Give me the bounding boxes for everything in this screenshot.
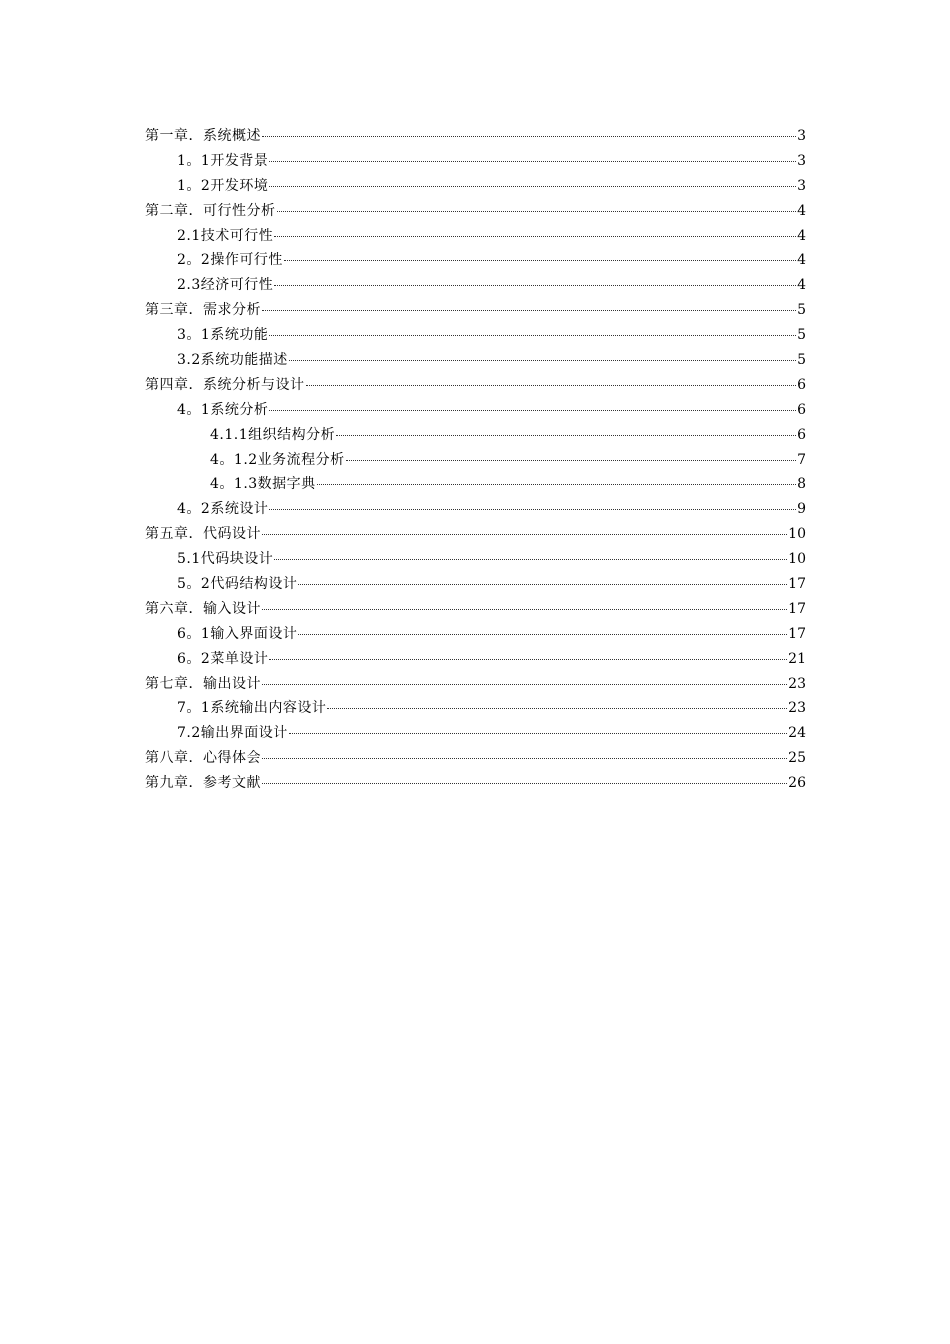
- toc-entry-page: 5: [797, 327, 806, 344]
- toc-entry-page: 9: [797, 501, 806, 518]
- toc-entry-title: 4。1.2业务流程分析: [210, 451, 345, 468]
- toc-entry-page: 17: [788, 600, 806, 617]
- toc-entry-title: 第九章．参考文献: [145, 775, 261, 792]
- toc-entry-title: 4。2系统设计: [177, 501, 269, 518]
- toc-entry[interactable]: [145, 448, 806, 473]
- toc-dot-leader: [262, 310, 796, 311]
- toc-entry-page: 3: [797, 177, 806, 194]
- toc-dot-leader: [269, 161, 796, 162]
- toc-entry-page: 25: [788, 750, 806, 767]
- toc-entry[interactable]: [145, 423, 806, 448]
- toc-dot-leader: [269, 186, 796, 187]
- toc-entry-page: 6: [797, 426, 806, 443]
- toc-entry-page: 7: [797, 451, 806, 468]
- toc-entry[interactable]: [145, 696, 806, 721]
- toc-dot-leader: [274, 236, 796, 237]
- toc-entry-title: 第六章．输入设计: [145, 600, 261, 617]
- toc-entry-page: 4: [797, 202, 806, 219]
- toc-entry[interactable]: [145, 572, 806, 597]
- toc-entry-title: 3。1系统功能: [177, 327, 269, 344]
- toc-entry-title: 2。2操作可行性: [177, 252, 283, 269]
- toc-dot-leader: [269, 509, 796, 510]
- toc-entry-title: 5.1代码块设计: [177, 551, 274, 568]
- toc-entry-title: 7。1系统输出内容设计: [177, 700, 327, 717]
- toc-dot-leader: [336, 435, 796, 436]
- toc-dot-leader: [262, 534, 787, 535]
- toc-dot-leader: [262, 684, 787, 685]
- toc-entry[interactable]: [145, 124, 806, 149]
- toc-dot-leader: [262, 783, 787, 784]
- toc-entry[interactable]: [145, 771, 806, 796]
- toc-entry[interactable]: [145, 298, 806, 323]
- toc-entry-page: 6: [797, 401, 806, 418]
- toc-dot-leader: [298, 634, 787, 635]
- toc-entry[interactable]: [145, 746, 806, 771]
- toc-entry-title: 2.3经济可行性: [177, 277, 274, 294]
- toc-entry[interactable]: [145, 547, 806, 572]
- toc-entry-page: 17: [788, 625, 806, 642]
- toc-entry-title: 3.2系统功能描述: [177, 352, 288, 369]
- toc-entry-page: 5: [797, 352, 806, 369]
- table-of-contents: [145, 124, 806, 796]
- toc-entry-title: 1。1开发背景: [177, 152, 269, 169]
- toc-dot-leader: [317, 484, 796, 485]
- toc-entry-page: 24: [788, 725, 806, 742]
- toc-entry[interactable]: [145, 174, 806, 199]
- toc-entry-title: 4.1.1组织结构分析: [210, 426, 336, 443]
- toc-entry-title: 6。1输入界面设计: [177, 625, 298, 642]
- toc-entry-page: 3: [797, 128, 806, 144]
- toc-entry[interactable]: [145, 721, 806, 746]
- toc-entry[interactable]: [145, 647, 806, 672]
- toc-entry-title: 第一章．系统概述: [145, 128, 261, 144]
- toc-entry[interactable]: [145, 597, 806, 622]
- toc-entry-page: 10: [788, 526, 806, 543]
- toc-entry-page: 23: [788, 700, 806, 717]
- toc-entry-title: 第四章．系统分析与设计: [145, 376, 305, 393]
- toc-entry-title: 第二章．可行性分析: [145, 202, 276, 219]
- toc-entry-page: 8: [797, 476, 806, 493]
- toc-entry-title: 1。2开发环境: [177, 177, 269, 194]
- toc-dot-leader: [284, 260, 796, 261]
- toc-entry[interactable]: [145, 199, 806, 224]
- toc-entry-page: 4: [797, 252, 806, 269]
- toc-entry-title: 5。2代码结构设计: [177, 576, 298, 593]
- toc-dot-leader: [274, 559, 787, 560]
- toc-entry-title: 2.1技术可行性: [177, 227, 274, 244]
- toc-entry-page: 10: [788, 551, 806, 568]
- toc-entry[interactable]: [145, 273, 806, 298]
- toc-entry-title: 第三章．需求分析: [145, 302, 261, 319]
- toc-dot-leader: [269, 659, 787, 660]
- toc-dot-leader: [262, 136, 796, 137]
- toc-entry[interactable]: [145, 622, 806, 647]
- toc-entry-title: 6。2菜单设计: [177, 650, 269, 667]
- toc-entry-page: 4: [797, 277, 806, 294]
- toc-dot-leader: [269, 410, 796, 411]
- toc-dot-leader: [306, 385, 797, 386]
- toc-entry-page: 6: [797, 376, 806, 393]
- toc-entry[interactable]: [145, 672, 806, 697]
- toc-entry[interactable]: [145, 149, 806, 174]
- toc-entry-page: 17: [788, 576, 806, 593]
- toc-entry[interactable]: [145, 248, 806, 273]
- toc-entry[interactable]: [145, 472, 806, 497]
- toc-dot-leader: [262, 758, 787, 759]
- toc-entry[interactable]: [145, 348, 806, 373]
- toc-entry-page: 4: [797, 227, 806, 244]
- toc-dot-leader: [262, 609, 787, 610]
- toc-entry[interactable]: [145, 373, 806, 398]
- toc-entry-page: 5: [797, 302, 806, 319]
- toc-entry[interactable]: [145, 323, 806, 348]
- toc-entry[interactable]: [145, 224, 806, 249]
- toc-dot-leader: [269, 335, 796, 336]
- toc-entry-page: 3: [797, 152, 806, 169]
- toc-entry[interactable]: [145, 398, 806, 423]
- toc-entry[interactable]: [145, 522, 806, 547]
- toc-dot-leader: [327, 708, 787, 709]
- toc-dot-leader: [289, 733, 787, 734]
- toc-entry-page: 21: [788, 650, 806, 667]
- toc-entry-title: 7.2输出界面设计: [177, 725, 288, 742]
- toc-entry[interactable]: [145, 497, 806, 522]
- toc-entry-page: 26: [788, 775, 806, 792]
- toc-dot-leader: [274, 285, 796, 286]
- toc-entry-page: 23: [788, 675, 806, 692]
- toc-entry-title: 第八章．心得体会: [145, 750, 261, 767]
- toc-dot-leader: [346, 460, 796, 461]
- toc-dot-leader: [298, 584, 787, 585]
- toc-dot-leader: [277, 211, 797, 212]
- toc-entry-title: 第五章．代码设计: [145, 526, 261, 543]
- toc-dot-leader: [289, 360, 796, 361]
- toc-entry-title: 4。1.3数据字典: [210, 476, 316, 493]
- toc-entry-title: 第七章．输出设计: [145, 675, 261, 692]
- toc-entry-title: 4。1系统分析: [177, 401, 269, 418]
